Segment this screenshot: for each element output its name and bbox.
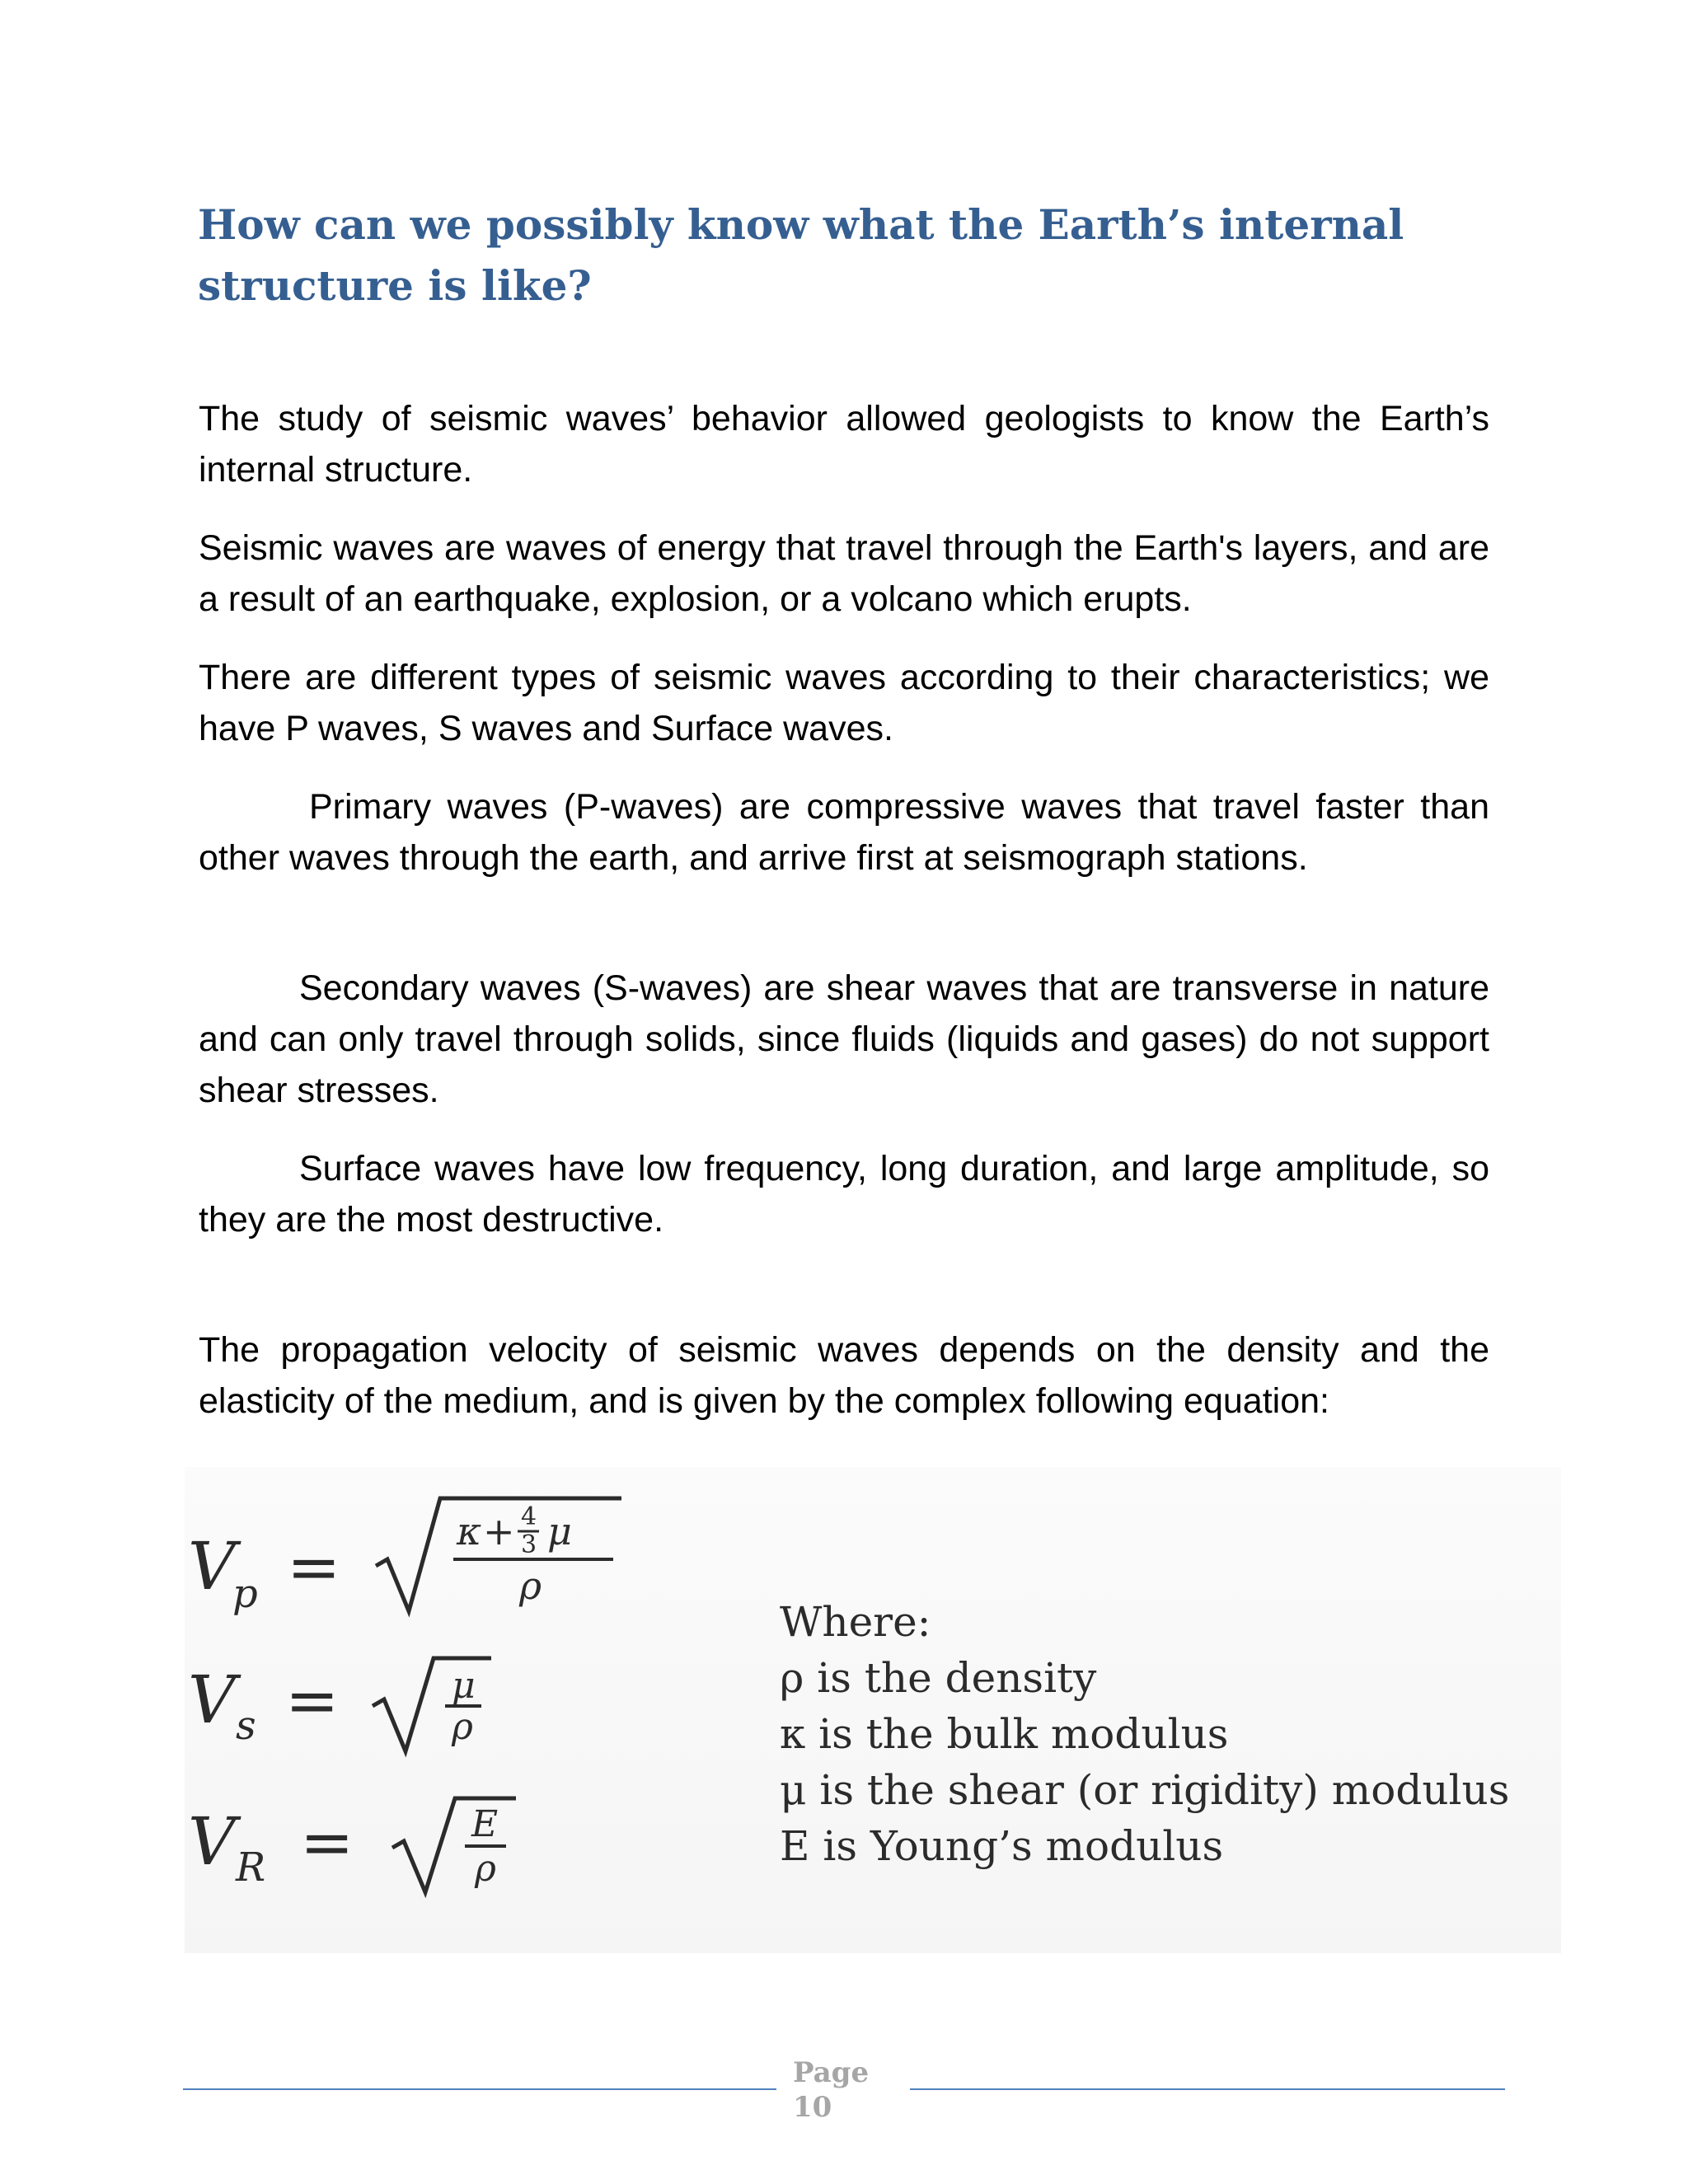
where-kappa: κ is the bulk modulus (780, 1710, 1229, 1758)
vp-plus: + (483, 1509, 515, 1554)
page-number (793, 2055, 869, 2125)
vr-lhs: V (188, 1803, 236, 1880)
page-word: Page (793, 2056, 870, 2089)
page-number-value: 10 (793, 2091, 832, 2124)
vp-frac-denominator: 3 (521, 1530, 537, 1559)
where-legend (780, 1594, 1509, 1874)
vr-rho: ρ (475, 1848, 496, 1890)
where-mu: μ is the shear (or rigidity) modulus (780, 1766, 1510, 1814)
velocity-line-2: elasticity of the medium, and is given by the complex following equation: (199, 1381, 1329, 1421)
paragraph-wave-types: There are different types of seismic waves according to their characteristics; we have P waves, S waves and Surface waves. (199, 658, 1489, 748)
paragraph-propagation-velocity (199, 1324, 1489, 1427)
footer-rule-right (910, 2088, 1505, 2090)
velocity-line-1: The propagation velocity of seismic waves depends on the density and the (199, 1330, 1489, 1370)
footer-rule-left (183, 2088, 776, 2090)
vp-lhs: V (188, 1528, 236, 1605)
formula-image (185, 1467, 1561, 1953)
equation-vs (188, 1658, 491, 1751)
paragraph-seismic-waves: Seismic waves are waves of energy that travel through the Earth's layers, and are a result of an earthquake, explosion, or a volcano which erupts. (199, 528, 1489, 619)
vr-e: E (471, 1803, 499, 1845)
vp-rho: ρ (519, 1563, 542, 1608)
vp-equals: = (287, 1530, 341, 1605)
where-e: E is Young’s modulus (780, 1822, 1224, 1870)
vp-subscript: p (232, 1571, 258, 1617)
paragraph-primary-waves: Primary waves (P-waves) are compressive waves that travel faster than other waves through the earth, and arrive first at seismograph stations. (199, 787, 1489, 878)
vr-equals: = (300, 1806, 354, 1880)
where-rho: ρ is the density (780, 1654, 1097, 1702)
page-heading: How can we possibly know what the Earth’s internal structure is like? (198, 200, 1404, 310)
paragraph-surface-waves: Surface waves have low frequency, long duration, and large amplitude, so they are the most destructive. (199, 1149, 1489, 1240)
paragraph-secondary-waves: Secondary waves (S-waves) are shear waves that are transverse in nature and can only travel through solids, since fluids (liquids and gases) do not support shear stresses. (199, 968, 1489, 1110)
paragraph-study: The study of seismic waves’ behavior allowed geologists to know the Earth’s internal structure. (199, 399, 1489, 490)
vp-kappa: κ (457, 1509, 482, 1554)
equation-vr (188, 1798, 516, 1892)
vs-equals: = (285, 1664, 340, 1738)
vp-mu: μ (547, 1509, 572, 1554)
where-title: Where: (780, 1598, 931, 1646)
vp-frac-numerator: 4 (521, 1502, 537, 1531)
vs-mu: μ (452, 1665, 476, 1707)
vs-lhs: V (188, 1661, 236, 1738)
vs-rho: ρ (452, 1706, 473, 1748)
vr-subscript: R (236, 1844, 266, 1891)
equation-vp (188, 1498, 621, 1617)
vs-subscript: s (236, 1703, 256, 1749)
